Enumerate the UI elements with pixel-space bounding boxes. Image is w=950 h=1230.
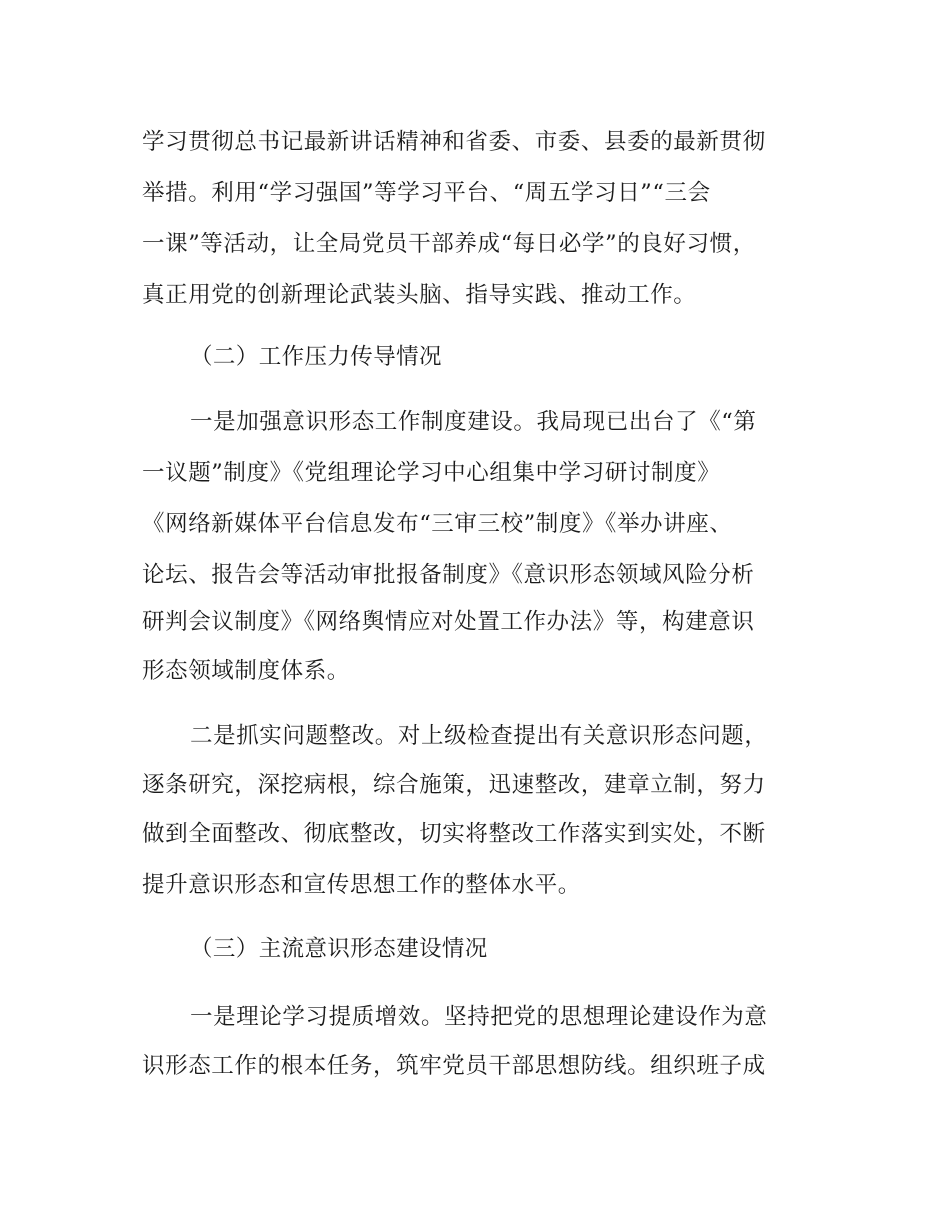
paragraph-line: 一是理论学习提质增效。坚持把党的思想理论建设作为意 xyxy=(190,1004,768,1030)
paragraph-line: 逐条研究，深挖病根，综合施策，迅速整改，建章立制，努力 xyxy=(142,772,766,798)
paragraph-line: 做到全面整改、彻底整改，切实将整改工作落实到实处，不断 xyxy=(142,821,766,847)
paragraph-line: 一议题”制度》《党组理论学习中心组集中学习研讨制度》 xyxy=(142,460,721,486)
paragraph-line: 学习贯彻总书记最新讲话精神和省委、市委、县委的最新贯彻 xyxy=(142,129,766,155)
paragraph-line: 一课”等活动，让全局党员干部养成“每日必学”的良好习惯， xyxy=(142,231,756,257)
paragraph-line: 提升意识形态和宣传思想工作的整体水平。 xyxy=(142,872,581,898)
paragraph-line: 研判会议制度》《网络舆情应对处置工作办法》等，构建意识 xyxy=(142,609,755,635)
paragraph-line: 二是抓实问题整改。对上级检查提出有关意识形态问题， xyxy=(190,723,768,749)
paragraph-line: 《网络新媒体平台信息发布“三审三校”制度》《举办讲座、 xyxy=(142,511,733,537)
paragraph-line: 论坛、报告会等活动审批报备制度》《意识形态领域风险分析 xyxy=(142,562,755,588)
paragraph-line: 形态领域制度体系。 xyxy=(142,658,350,684)
paragraph-line: 举措。利用“学习强国”等学习平台、“周五学习日”“三会 xyxy=(142,180,711,206)
paragraph-line: 识形态工作的根本任务，筑牢党员干部思想防线。组织班子成 xyxy=(142,1053,766,1079)
paragraph-line: 一是加强意识形态工作制度建设。我局现已出台了《“第 xyxy=(190,409,757,435)
paragraph-line: 真正用党的创新理论武装头脑、指导实践、推动工作。 xyxy=(142,282,697,308)
section-heading: （二）工作压力传导情况 xyxy=(190,344,442,370)
section-heading: （三）主流意识形态建设情况 xyxy=(190,936,488,962)
